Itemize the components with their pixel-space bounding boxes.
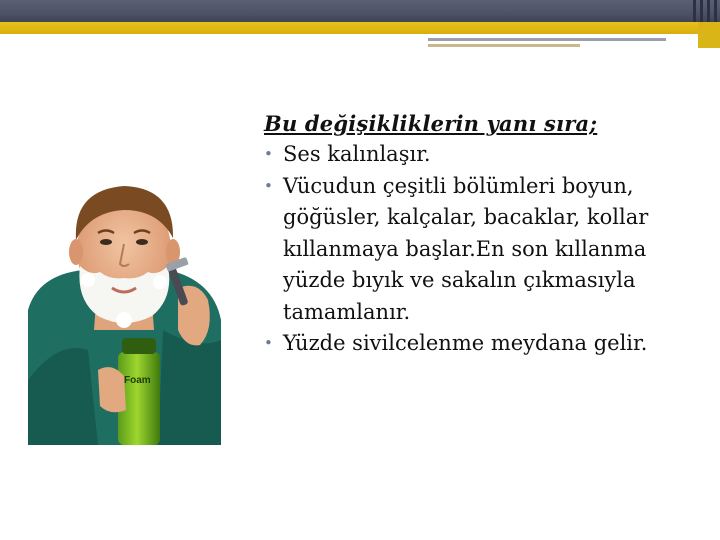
bullet-icon: • <box>264 334 273 352</box>
bullet-item <box>262 139 702 171</box>
header-accent-bar <box>0 22 720 34</box>
slide-heading: Bu değişikliklerin yanı sıra; <box>264 111 598 136</box>
header-bar <box>0 0 720 22</box>
bullet-item <box>262 171 702 329</box>
bullet-list <box>262 139 702 360</box>
bullet-text: Vücudun çeşitli bölümleri boyun, göğüsler, kalçalar, bacaklar, kollar kıllanmaya başlar.En son kıllanma yüzde bıyık ve sakalın çıkmasıyla tamamlanır. <box>283 173 649 324</box>
bullet-item <box>262 328 702 360</box>
header-divider-line <box>428 38 666 41</box>
foam-can-label: Foam <box>124 375 151 386</box>
slide-content <box>262 108 702 360</box>
header-accent-edge <box>698 22 720 48</box>
header-divider-line-short <box>428 44 580 47</box>
bullet-text: Yüzde sivilcelenme meydana gelir. <box>283 331 648 355</box>
shaving-boy-photo <box>28 180 221 445</box>
bullet-text: Ses kalınlaşır. <box>283 142 431 166</box>
bullet-icon: • <box>264 176 273 195</box>
bullet-icon: • <box>264 145 273 163</box>
